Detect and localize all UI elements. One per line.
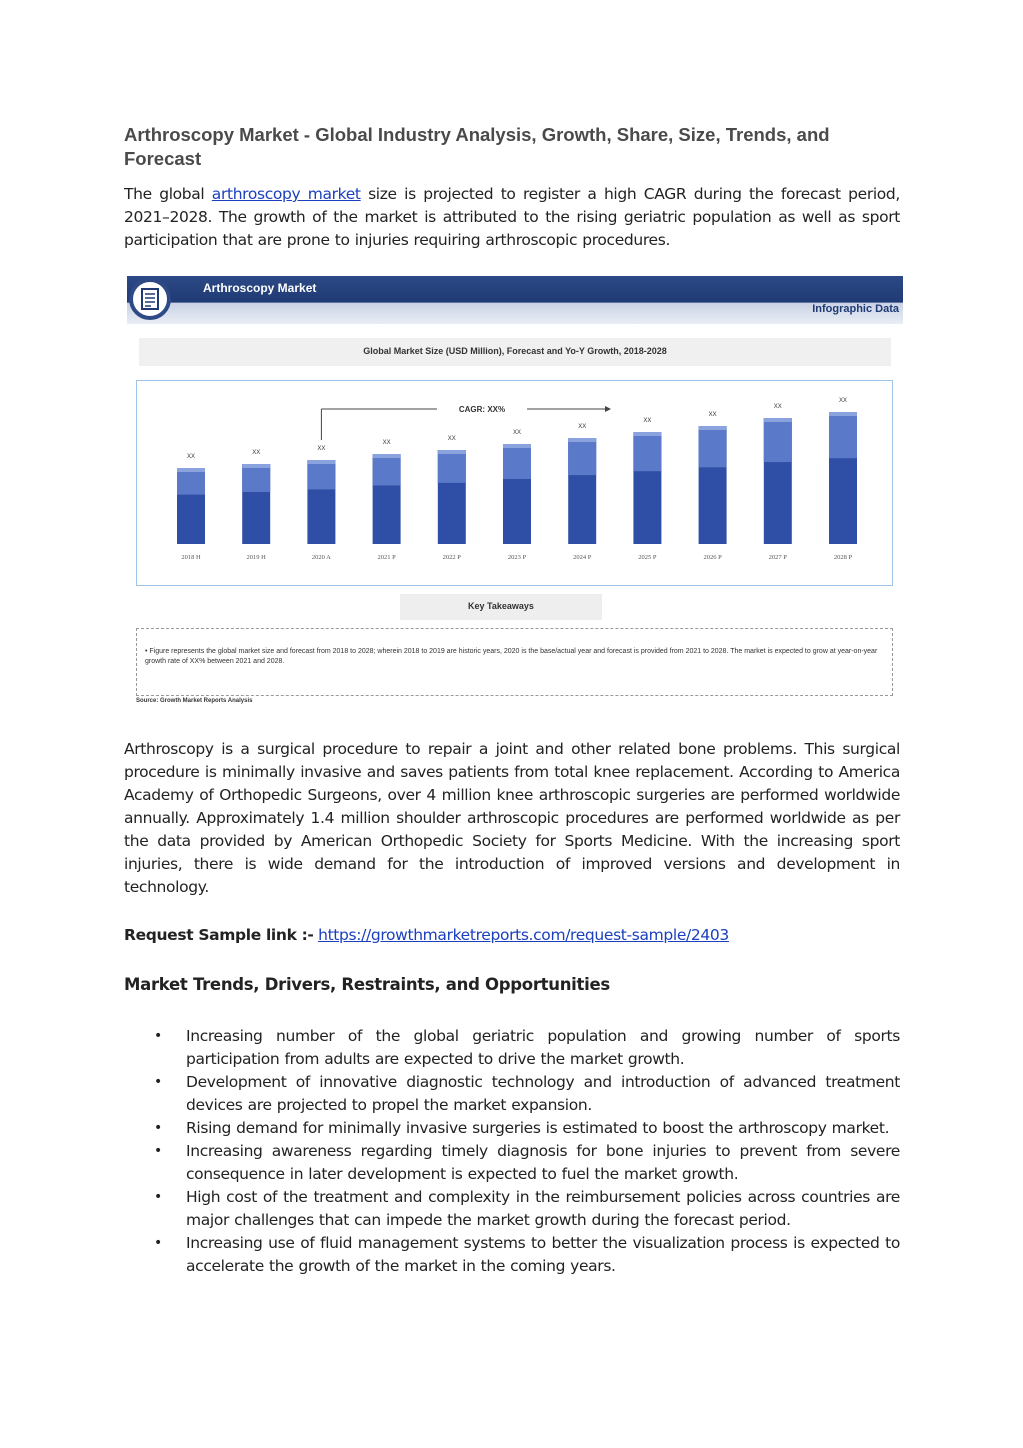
key-takeaways-note: • Figure represents the global market size and forecast from 2018 to 2028; wherein 2018 to 2019 are historic years, 2020 is the base/actual year and forecast is provided from 2021 to 2028. The market is expected to grow at year-on-year growth rate of XX% between 2021 and 2028. (136, 628, 893, 696)
chart-data-label: XX (317, 446, 326, 452)
chart-data-label: XX (838, 398, 848, 404)
document-icon (129, 278, 171, 320)
chart-bar-cap (242, 464, 270, 468)
chart-bar-upper-segment (438, 450, 466, 483)
trend-bullet-item: • Rising demand for minimally invasive surgeries is estimated to boost the arthroscopy market. (124, 1117, 900, 1140)
chart-bar-cap (503, 444, 531, 448)
chart-x-tick-label: 2026 P (703, 554, 722, 561)
cagr-arrow-head (605, 406, 611, 412)
trend-bullet-item: • Increasing number of the global geriatric population and growing number of sports participation from adults are expected to drive the market growth. (124, 1025, 900, 1071)
page-title: Arthroscopy Market - Global Industry Analysis, Growth, Share, Size, Trends, and Forecast (124, 124, 830, 169)
chart-bar-cap (568, 438, 596, 442)
cagr-annotation: CAGR: XX% (458, 405, 506, 414)
arthroscopy-market-link[interactable]: arthroscopy market (211, 185, 361, 203)
chart-bar-cap (307, 460, 335, 464)
description-paragraph: Arthroscopy is a surgical procedure to repair a joint and other related bone problems. This surgical procedure is minimally invasive and saves patients from total knee replacement. According to America Academy of Orthopedic Surgeons, over 4 million knee arthroscopic surgeries are performed worldwide annually. Approximately 1.4 million shoulder arthroscopic procedures are performed worldwide as per the data provided by American Orthopedic Society for Sports Medicine. With the increasing sport injuries, there is wide demand for the introduction of improved versions and development in technology. (124, 740, 900, 896)
chart-bar-cap (829, 412, 857, 416)
chart-bar-upper-segment (242, 464, 270, 492)
infographic-banner-subtitle: Infographic Data (812, 303, 899, 315)
chart-bar-cap (699, 426, 727, 430)
trend-bullet-item: • Increasing use of fluid management systems to better the visualization process is expected to accelerate the growth of the market in the coming years. (124, 1232, 900, 1278)
chart-bar-upper-segment (764, 418, 792, 462)
trend-bullet-item: • High cost of the treatment and complexity in the reimbursement policies across countries are major challenges that can impede the market growth during the forecast period. (124, 1186, 900, 1232)
intro-paragraph (124, 183, 900, 252)
request-sample-line (124, 926, 900, 944)
chart-data-label: XX (186, 454, 196, 460)
chart-bar-upper-segment (503, 444, 531, 479)
chart-bar-upper-segment (307, 460, 335, 489)
trend-bullet-item: • Increasing awareness regarding timely diagnosis for bone injuries to prevent from severe consequence in later development is expected to fuel the market growth. (124, 1140, 900, 1186)
source-note: Source: Growth Market Reports Analysis (136, 698, 253, 704)
chart-data-label: XX (773, 404, 782, 410)
chart-bar-upper-segment (633, 432, 661, 471)
bar-chart-svg (137, 381, 894, 587)
chart-x-tick-label: 2025 P (638, 554, 657, 561)
chart-bar-upper-segment (829, 412, 857, 458)
request-sample-label: Request Sample link :- (124, 926, 314, 944)
infographic (127, 276, 903, 708)
key-takeaways-label: Key Takeaways (468, 601, 534, 611)
chart-x-tick-label: 2023 P (507, 554, 527, 561)
chart-title-bar (139, 338, 891, 366)
chart-x-tick-label: 2027 P (768, 554, 787, 561)
chart-bar-cap (373, 454, 401, 458)
chart-x-tick-label: 2018 H (181, 554, 201, 561)
chart-x-tick-label: 2024 P (573, 554, 592, 561)
chart-data-label: XX (708, 412, 717, 418)
chart-x-tick-label: 2022 P (442, 554, 461, 561)
chart-bar-cap (633, 432, 661, 436)
chart-bar-upper-segment (373, 454, 401, 486)
chart-bar-cap (764, 418, 792, 422)
chart-data-label: XX (578, 424, 587, 430)
chart-data-label: XX (252, 450, 261, 456)
chart-data-label: XX (512, 430, 522, 436)
intro-text-after: size is projected to register a high CAGR during the forecast period, 2021–2028. The growth of the market is attributed to the rising geriatric population as well as sport participation that are prone to injuries requiring arthroscopic procedures. (124, 185, 900, 249)
chart-x-tick-label: 2021 P (377, 554, 396, 561)
chart-data-label: XX (643, 418, 652, 424)
bar-chart (136, 380, 893, 586)
intro-text-before: The global (124, 185, 212, 203)
trends-heading: Market Trends, Drivers, Restraints, and Opportunities (124, 975, 610, 994)
chart-x-tick-label: 2020 A (311, 554, 331, 561)
trend-bullet-item: • Development of innovative diagnostic technology and introduction of advanced treatment devices are projected to propel the market expansion. (124, 1071, 900, 1117)
chart-bar-upper-segment (568, 438, 596, 475)
chart-bar-upper-segment (699, 426, 727, 467)
infographic-banner-title: Arthroscopy Market (203, 281, 317, 295)
chart-bar-cap (438, 450, 466, 454)
chart-x-tick-label: 2019 H (246, 554, 266, 561)
chart-x-tick-label: 2028 P (833, 554, 853, 561)
chart-bar-cap (177, 468, 205, 472)
document-icon-glyph (140, 288, 160, 310)
request-sample-link[interactable]: https://growthmarketreports.com/request-sample/2403 (318, 926, 729, 944)
infographic-banner (127, 276, 903, 324)
trends-bullet-list (124, 1025, 900, 1278)
chart-title: Global Market Size (USD Million), Forecast and Yo-Y Growth, 2018-2028 (363, 346, 667, 356)
chart-data-label: XX (382, 440, 391, 446)
chart-data-label: XX (447, 436, 456, 442)
key-takeaways-bar (400, 594, 602, 620)
